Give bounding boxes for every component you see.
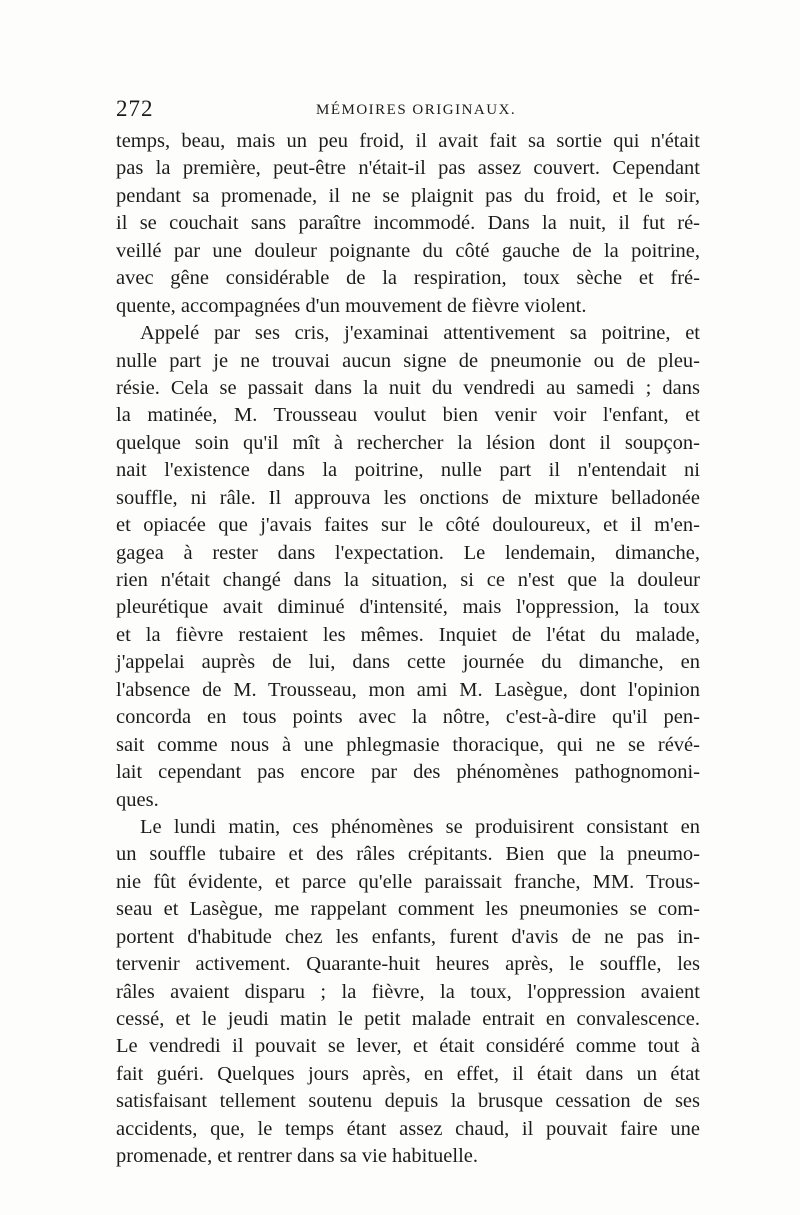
text-line: veillé par une douleur poignante du côté gauche de la poitrine,	[116, 239, 700, 262]
text-line: satisfaisant tellement soutenu depuis la brusque cessation de ses	[116, 1090, 700, 1113]
text-line: nie fût évidente, et parce qu'elle paraissait franche, MM. Trous-	[116, 870, 700, 893]
text-line: sait comme nous à une phlegmasie thoracique, qui ne se révé-	[116, 733, 700, 756]
page-number: 272	[116, 96, 154, 121]
text-line: ques.	[116, 788, 159, 811]
text-line: il se couchait sans paraître incommodé. Dans la nuit, il fut ré-	[116, 212, 700, 235]
text-line: nait l'existence dans la poitrine, nulle part il n'entendait ni	[116, 459, 700, 482]
text-line: portent d'habitude chez les enfants, furent d'avis de ne pas in-	[116, 925, 700, 948]
text-line: Le lundi matin, ces phénomènes se produisirent consistant en	[140, 815, 700, 838]
text-line: fait guéri. Quelques jours après, en effet, il était dans un état	[116, 1062, 700, 1085]
text-line: Le vendredi il pouvait se lever, et était considéré comme tout à	[116, 1035, 700, 1058]
text-line: tervenir activement. Quarante-huit heures après, le souffle, les	[116, 953, 700, 976]
text-line: j'appelai auprès de lui, dans cette journée du dimanche, en	[116, 651, 700, 674]
text-line: quente, accompagnées d'un mouvement de fièvre violent.	[116, 294, 587, 317]
text-line: la matinée, M. Trousseau voulut bien venir voir l'enfant, et	[116, 404, 700, 427]
text-line: seau et Lasègue, me rappelant comment les pneumonies se com-	[116, 898, 700, 921]
text-line: et la fièvre restaient les mêmes. Inquiet de l'état du malade,	[116, 623, 700, 646]
text-line: pendant sa promenade, il ne se plaignit pas du froid, et le soir,	[116, 184, 700, 207]
text-line: un souffle tubaire et des râles crépitants. Bien que la pneumo-	[116, 843, 700, 866]
text-line: Appelé par ses cris, j'examinai attentivement sa poitrine, et	[140, 322, 700, 345]
running-title: MÉMOIRES ORIGINAUX.	[316, 102, 517, 118]
text-line: rien n'était changé dans la situation, si ce n'est que la douleur	[116, 569, 700, 591]
text-line: résie. Cela se passait dans la nuit du vendredi au samedi ; dans	[116, 376, 700, 399]
text-line: souffle, ni râle. Il approuva les onctions de mixture belladonée	[116, 486, 700, 509]
text-line: promenade, et rentrer dans sa vie habituelle.	[116, 1145, 479, 1168]
text-line: cessé, et le jeudi matin le petit malade entrait en convalescence.	[116, 1008, 700, 1030]
text-line: concorda en tous points avec la nôtre, c'est-à-dire qu'il pen-	[116, 706, 700, 729]
text-line: pas la première, peut-être n'était-il pas assez couvert. Cependant	[116, 157, 700, 180]
text-line: lait cependant pas encore par des phénomènes pathognomoni-	[116, 761, 700, 784]
text-line: l'absence de M. Trousseau, mon ami M. Lasègue, dont l'opinion	[116, 678, 700, 701]
text-line: et opiacée que j'avais faites sur le côté douloureux, et il m'en-	[116, 514, 700, 537]
text-line: gagea à rester dans l'expectation. Le lendemain, dimanche,	[116, 541, 700, 564]
text-line: quelque soin qu'il mît à rechercher la lésion dont il soupçon-	[116, 431, 700, 454]
text-line: râles avaient disparu ; la fièvre, la toux, l'oppression avaient	[116, 980, 700, 1003]
text-line: accidents, que, le temps étant assez chaud, il pouvait faire une	[116, 1117, 700, 1140]
text-line: avec gêne considérable de la respiration, toux sèche et fré-	[116, 267, 700, 290]
page-header	[116, 96, 700, 126]
text-line: nulle part je ne trouvai aucun signe de pneumonie ou de pleu-	[116, 349, 700, 372]
text-line: temps, beau, mais un peu froid, il avait fait sa sortie qui n'était	[116, 130, 700, 152]
text-line: pleurétique avait diminué d'intensité, mais l'oppression, la toux	[116, 596, 700, 619]
body-text	[116, 128, 700, 1171]
